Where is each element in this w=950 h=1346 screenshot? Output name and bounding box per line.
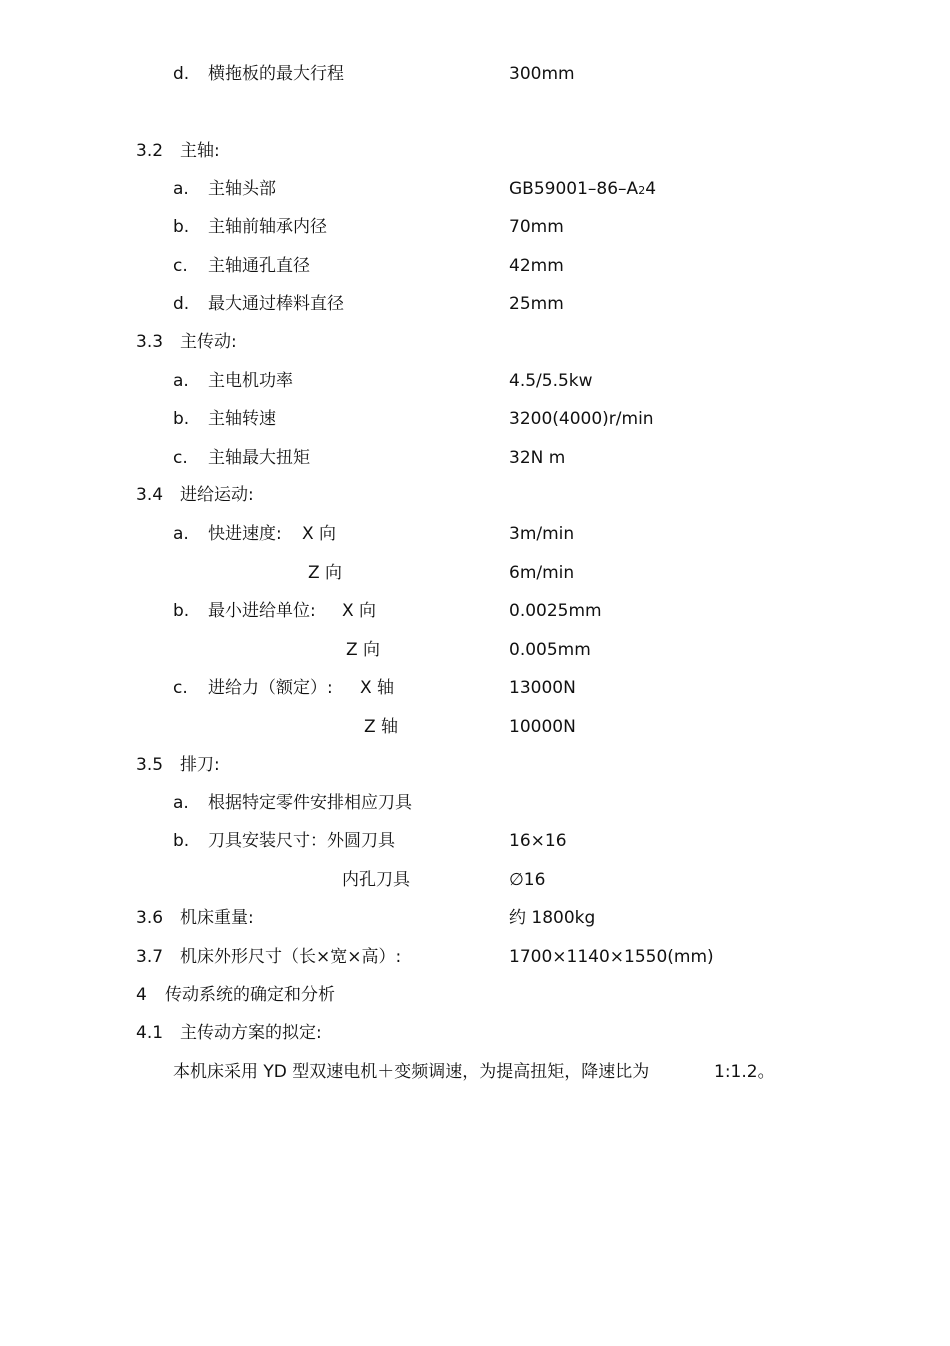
value-subscript: 2 bbox=[638, 184, 646, 197]
item-value: 10000N bbox=[509, 717, 576, 737]
item-text: 快进速度: bbox=[208, 524, 282, 544]
item-text: 刀具安装尺寸：外圆刀具 bbox=[208, 831, 395, 851]
section-title: 进给运动: bbox=[180, 485, 254, 505]
item-label: a. bbox=[173, 793, 189, 813]
item-label: b. bbox=[173, 831, 190, 851]
section-title: 传动系统的确定和分析 bbox=[165, 985, 335, 1005]
section-title: 主传动方案的拟定: bbox=[180, 1023, 322, 1043]
axis-label: Z 向 bbox=[346, 640, 381, 660]
section-value: 约 1800kg bbox=[509, 908, 596, 928]
item-value: 16×16 bbox=[509, 831, 567, 851]
item-text: 进给力（额定）: bbox=[208, 678, 333, 698]
item-text: 主电机功率 bbox=[208, 371, 293, 391]
item-label: a. bbox=[173, 179, 189, 199]
paragraph-text: 本机床采用 YD 型双速电机＋变频调速，为提高扭矩，降速比为 bbox=[173, 1062, 650, 1082]
section-number: 4 bbox=[136, 985, 147, 1005]
item-value: 25mm bbox=[509, 294, 564, 314]
item-label: b. bbox=[173, 601, 190, 621]
section-number: 3.7 bbox=[136, 947, 164, 967]
item-value: 3m/min bbox=[509, 524, 575, 544]
paragraph-ratio: 1:1.2。 bbox=[714, 1062, 775, 1082]
axis-label: Z 轴 bbox=[364, 717, 399, 737]
item-value: 4.5/5.5kw bbox=[509, 371, 593, 391]
item-label: c. bbox=[173, 256, 188, 276]
item-text: 主轴最大扭矩 bbox=[208, 448, 310, 468]
item-label: b. bbox=[173, 217, 190, 237]
value-main: GB59001–86–A bbox=[509, 179, 639, 199]
item-label: a. bbox=[173, 371, 189, 391]
item-text: 根据特定零件安排相应刀具 bbox=[208, 793, 412, 813]
item-value: 32N m bbox=[509, 448, 566, 468]
section-title: 机床外形尺寸（长×宽×高）: bbox=[180, 947, 402, 967]
axis-label: X 向 bbox=[302, 524, 337, 544]
section-title: 排刀: bbox=[180, 755, 220, 775]
item-label: d. bbox=[173, 294, 190, 314]
section-number: 3.6 bbox=[136, 908, 164, 928]
item-text: 最大通过棒料直径 bbox=[208, 294, 344, 314]
section-title: 主轴: bbox=[180, 141, 220, 161]
axis-label: X 轴 bbox=[360, 678, 395, 698]
item-label: c. bbox=[173, 448, 188, 468]
item-value: 70mm bbox=[509, 217, 564, 237]
item-text: 主轴头部 bbox=[208, 179, 276, 199]
section-title: 机床重量: bbox=[180, 908, 254, 928]
section-number: 3.4 bbox=[136, 485, 164, 505]
section-number: 3.3 bbox=[136, 332, 164, 352]
item-value bbox=[509, 178, 656, 202]
item-label: d. bbox=[173, 64, 190, 84]
item-value: 0.005mm bbox=[509, 640, 591, 660]
item-text: 内孔刀具 bbox=[342, 870, 410, 890]
item-value: 13000N bbox=[509, 678, 576, 698]
item-text: 主轴前轴承内径 bbox=[208, 217, 327, 237]
item-value: 300mm bbox=[509, 64, 575, 84]
item-value: 6m/min bbox=[509, 563, 575, 583]
item-text: 主轴转速 bbox=[208, 409, 276, 429]
item-label: a. bbox=[173, 524, 189, 544]
item-label: c. bbox=[173, 678, 188, 698]
item-text: 横拖板的最大行程 bbox=[208, 64, 344, 84]
item-text: 最小进给单位: bbox=[208, 601, 316, 621]
section-number: 3.5 bbox=[136, 755, 164, 775]
item-label: b. bbox=[173, 409, 190, 429]
item-value: 3200(4000)r/min bbox=[509, 409, 654, 429]
item-value: 0.0025mm bbox=[509, 601, 602, 621]
section-title: 主传动: bbox=[180, 332, 237, 352]
item-text: 主轴通孔直径 bbox=[208, 256, 310, 276]
section-number: 4.1 bbox=[136, 1023, 164, 1043]
value-tail: 4 bbox=[645, 179, 657, 199]
section-number: 3.2 bbox=[136, 141, 164, 161]
section-value: 1700×1140×1550(mm) bbox=[509, 947, 714, 967]
axis-label: X 向 bbox=[342, 601, 377, 621]
item-value: ∅16 bbox=[509, 870, 546, 890]
item-value: 42mm bbox=[509, 256, 564, 276]
axis-label: Z 向 bbox=[308, 563, 343, 583]
